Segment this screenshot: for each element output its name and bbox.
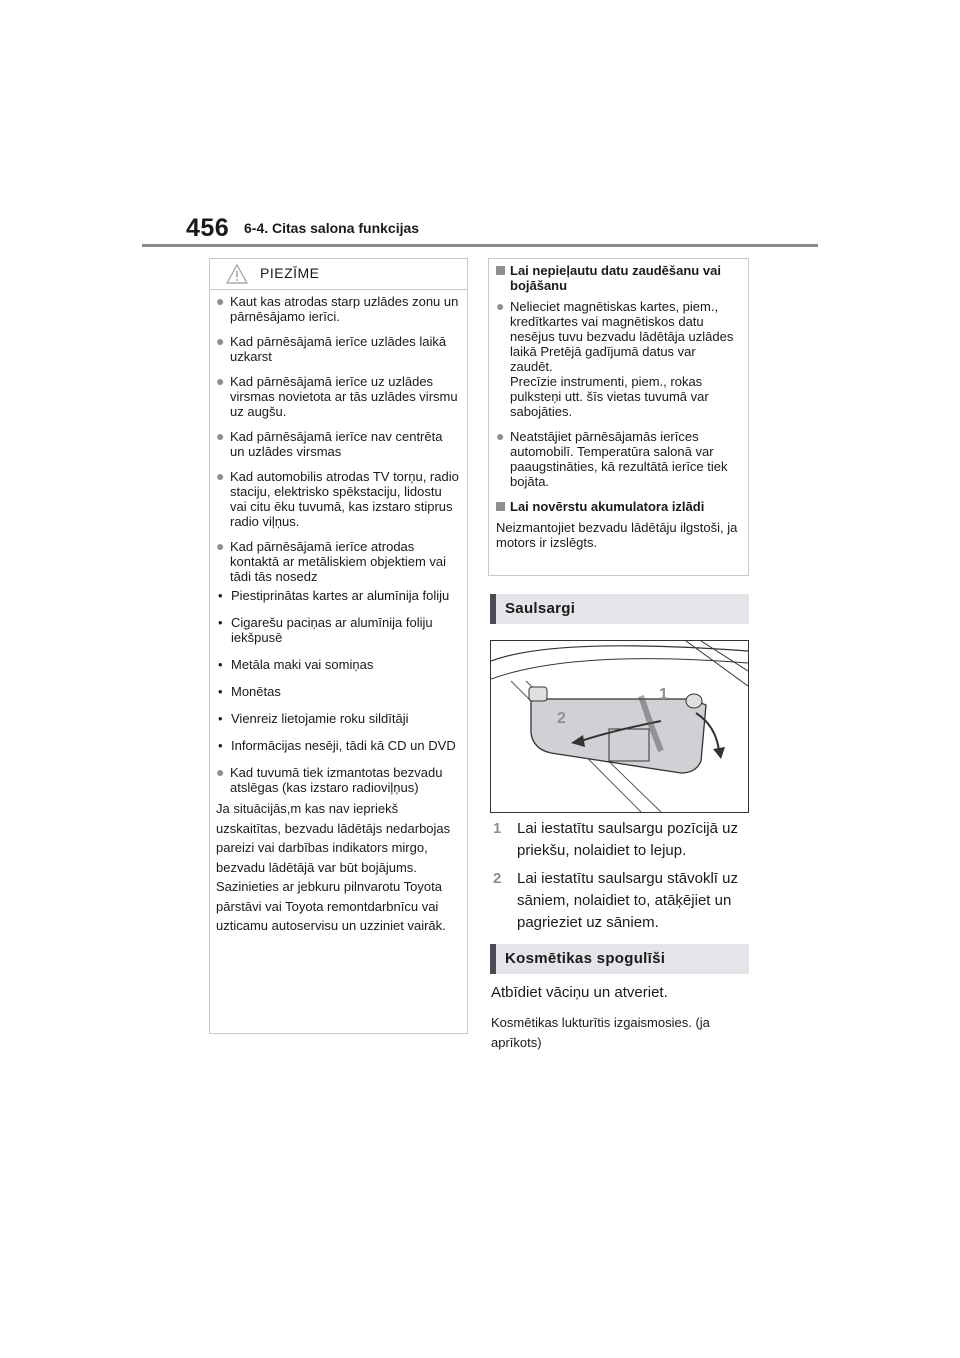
note-bullet: ● Kad automobilis atrodas TV torņu, radio staciju, elektrisko spēkstaciju, lidostu vai citu ēku tuvumā, kas izstaro stiprus radio viļņus.	[216, 468, 459, 529]
info-box	[488, 258, 749, 576]
info-heading: Lai nepieļautu datu zaudēšanu vai bojāšanu	[496, 263, 741, 293]
note-body	[210, 290, 467, 936]
step-number: 1	[493, 820, 502, 837]
step-number: 2	[493, 870, 502, 887]
step-item: 1 Lai iestatītu saulsargu pozīcijā uz priekšu, nolaidiet to lejup.	[493, 820, 738, 859]
step-item: 2 Lai iestatītu saulsargu stāvoklī uz sāniem, nolaidiet to, atāķējiet un pagrieziet uz sāniem.	[493, 870, 738, 931]
sub-bullet-icon: •	[218, 738, 223, 753]
square-bullet-icon	[496, 502, 505, 511]
note-bullet: ● Kad pārnēsājamā ierīce uzlādes laikā uzkarst	[216, 333, 447, 364]
bullet-icon: ●	[216, 373, 225, 389]
mirrors-note: Kosmētikas lukturītis izgaismosies. (ja aprīkots)	[491, 1015, 710, 1050]
figure-label-1: 1	[659, 686, 668, 703]
header-rule	[142, 244, 818, 247]
note-sub-item: • Vienreiz lietojamie roku sildītāji	[218, 711, 409, 726]
note-header	[210, 259, 467, 290]
info-paragraph: Neizmantojiet bezvadu lādētāju ilgstoši, ja motors ir izslēgts.	[496, 520, 738, 550]
sub-bullet-icon: •	[218, 711, 223, 726]
bullet-icon: ●	[216, 333, 225, 349]
note-sub-item: • Cigarešu paciņas ar alumīnija foliju iekšpusē	[218, 615, 433, 645]
bullet-icon: ●	[216, 428, 225, 444]
note-sub-item: • Informācijas nesēji, tādi kā CD un DVD	[218, 738, 456, 753]
info-bullet: ● Nelieciet magnētiskas kartes, piem., kredītkartes vai magnētiskos datu nesējus tuvu bezvadu lādētāja uzlādes laikā Pretējā gadījumā datus var zaudēt. Precīzie instrumenti, piem., rokas pulksteņi utt. šīs vietas tuvumā var sabojāties.	[496, 298, 734, 419]
section-header-sunvisors: Saulsargi	[490, 594, 749, 624]
mirrors-paragraph: Atbīdiet vāciņu un atveriet.	[491, 984, 668, 1001]
section-header-mirrors: Kosmētikas spogulīši	[490, 944, 749, 974]
bullet-icon: ●	[216, 468, 225, 484]
warning-triangle-icon	[226, 264, 248, 284]
note-title: PIEZĪME	[260, 265, 320, 281]
sub-bullet-icon: •	[218, 684, 223, 699]
sunvisor-steps	[493, 818, 763, 940]
info-heading: Lai novērstu akumulatora izlādi	[496, 499, 741, 514]
note-bullet: ● Kad pārnēsājamā ierīce uz uzlādes virsmas novietota ar tās uzlādes virsmu uz augšu.	[216, 373, 458, 419]
bullet-icon: ●	[496, 298, 505, 314]
square-bullet-icon	[496, 266, 505, 275]
figure-label-2: 2	[557, 710, 566, 727]
note-sub-item: • Monētas	[218, 684, 281, 699]
note-bullet: ● Kad pārnēsājamā ierīce atrodas kontaktā ar metāliskiem objektiem vai tādi tās nosedz	[216, 538, 447, 584]
note-bullet: ● Kad tuvumā tiek izmantotas bezvadu atslēgas (kas izstaro radioviļņus)	[216, 764, 443, 795]
note-paragraph: Ja situācijās,m kas nav iepriekš uzskaitītas, bezvadu lādētājs nedarbojas pareizi vai darbības indikators mirgo, bezvadu lādētājā var būt bojājums. Sazinieties ar jebkuru pilnvarotu Toyota pārstāvi vai Toyota remontdarbnīcu vai uzticamu autoservisu un uzziniet vairāk.	[216, 801, 451, 933]
bullet-icon: ●	[216, 293, 225, 309]
sub-bullet-icon: •	[218, 588, 223, 603]
note-sub-item: • Piestiprinātas kartes ar alumīnija foliju	[218, 588, 450, 603]
page-number: 456	[186, 214, 230, 242]
sub-bullet-icon: •	[218, 657, 223, 672]
sunvisor-illustration	[490, 640, 749, 813]
note-bullet: ● Kad pārnēsājamā ierīce nav centrēta un uzlādes virsmas	[216, 428, 443, 459]
note-bullet: ● Kaut kas atrodas starp uzlādes zonu un pārnēsājamo ierīci.	[216, 293, 459, 324]
sub-bullet-icon: •	[218, 615, 223, 630]
bullet-icon: ●	[496, 428, 505, 444]
note-sub-item: • Metāla maki vai somiņas	[218, 657, 374, 672]
bullet-icon: ●	[216, 764, 225, 780]
section-title: 6-4. Citas salona funkcijas	[244, 220, 420, 236]
note-box	[209, 258, 468, 1034]
bullet-icon: ●	[216, 538, 225, 554]
sunvisor-drawing	[491, 641, 748, 812]
info-bullet: ● Neatstājiet pārnēsājamās ierīces automobilī. Temperatūra salonā var paaugstināties, kā rezultātā ierīce tiek bojāta.	[496, 428, 728, 489]
